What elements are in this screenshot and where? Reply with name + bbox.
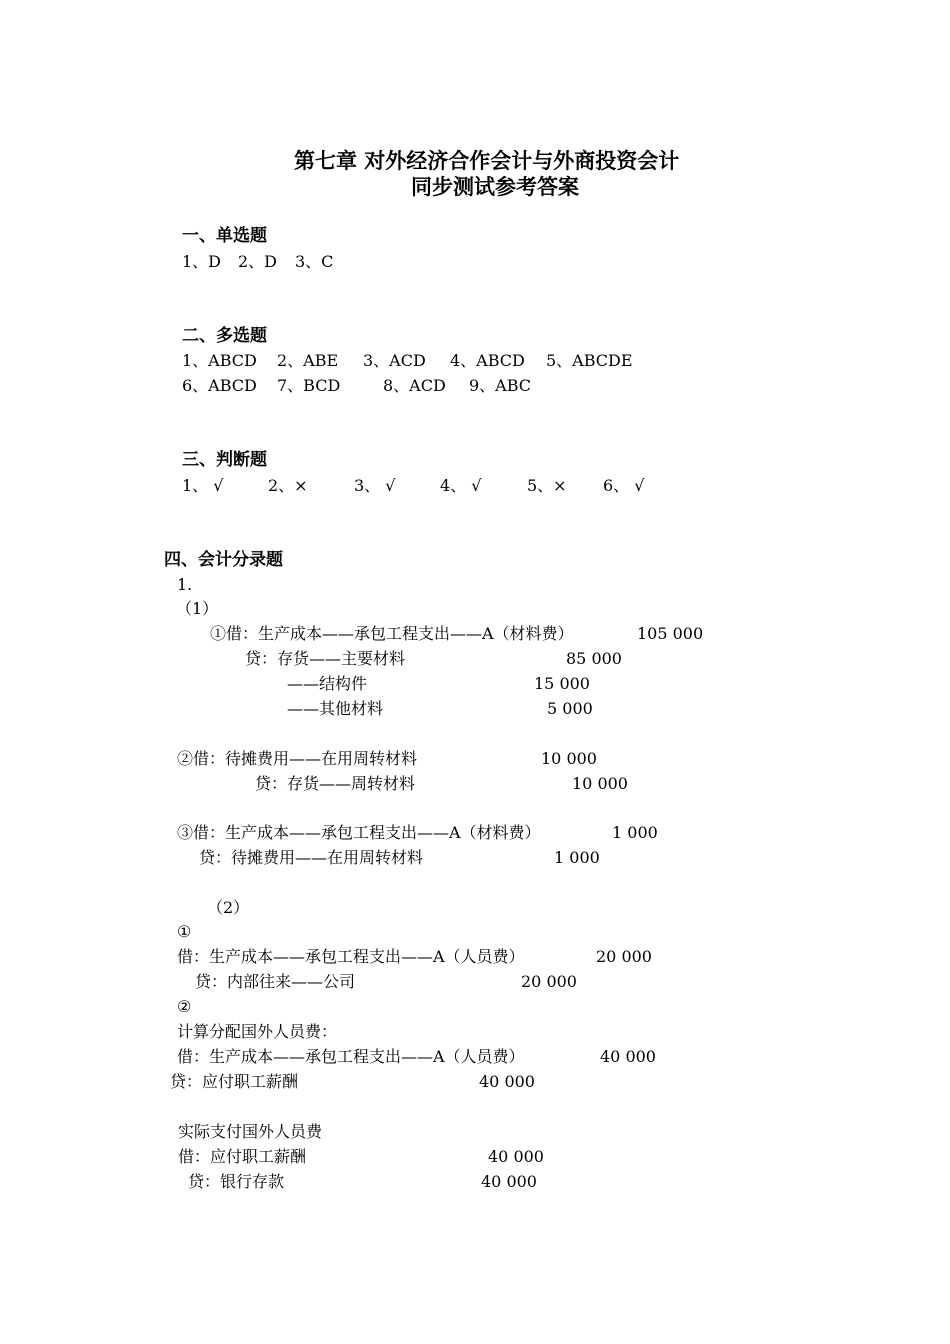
entry-amount: 1 000 — [554, 848, 600, 867]
answer-item: 1、 √ — [182, 476, 224, 495]
entry-debit-line: 借：生产成本——承包工程支出——A（人员费） — [177, 947, 525, 966]
entry-marker: ② — [177, 997, 192, 1016]
entry-credit-line: 贷：待摊费用——在用周转材料 — [199, 848, 424, 867]
payment-label: 实际支付国外人员费 — [178, 1122, 323, 1141]
entry-credit-line: 贷：应付职工薪酬 — [170, 1072, 299, 1091]
section-heading-journal-entries: 四、会计分录题 — [164, 550, 283, 570]
answer-item: 7、BCD — [277, 376, 341, 395]
calc-label: 计算分配国外人员费： — [177, 1022, 338, 1041]
entry-amount: 5 000 — [547, 699, 593, 718]
section-heading-true-false: 三、判断题 — [182, 450, 267, 470]
answer-item: 4、 √ — [440, 476, 482, 495]
entry-debit-line: 借：生产成本——承包工程支出——A（人员费） — [177, 1047, 525, 1066]
question-number: 1. — [177, 575, 193, 594]
answer-item: 5、ABCDE — [546, 351, 633, 370]
entry-credit-line: 贷：内部往来——公司 — [195, 972, 356, 991]
answer-item: 1、ABCD — [182, 351, 257, 370]
answer-item: 2、× — [268, 476, 308, 495]
answer-item: 3、 √ — [354, 476, 396, 495]
answer-item: 3、ACD — [363, 351, 426, 370]
entry-amount: 15 000 — [534, 674, 590, 693]
entry-amount: 105 000 — [637, 624, 704, 643]
entry-sub-line: ——结构件 — [287, 674, 368, 693]
section-heading-multiple-choice: 二、多选题 — [182, 326, 267, 346]
entry-amount: 85 000 — [566, 649, 622, 668]
entry-credit-line: 贷：存货——主要材料 — [245, 649, 406, 668]
entry-sub-line: ——其他材料 — [287, 699, 384, 718]
answer-item: 6、ABCD — [182, 376, 257, 395]
entry-credit-line: 贷：银行存款 — [188, 1172, 285, 1191]
section-heading-single-choice: 一、单选题 — [182, 226, 267, 246]
page-title-line2: 同步测试参考答案 — [411, 174, 579, 199]
entry-amount: 20 000 — [596, 947, 652, 966]
entry-amount: 1 000 — [612, 823, 658, 842]
answer-item: 2、ABE — [277, 351, 339, 370]
entry-debit-line: 借：应付职工薪酬 — [178, 1147, 307, 1166]
part-label: （1） — [176, 599, 219, 618]
entry-amount: 10 000 — [541, 749, 597, 768]
entry-debit-line: ②借：待摊费用——在用周转材料 — [177, 749, 418, 768]
entry-amount: 40 000 — [600, 1047, 656, 1066]
entry-amount: 40 000 — [479, 1072, 535, 1091]
entry-marker: ① — [177, 922, 192, 941]
entry-amount: 40 000 — [488, 1147, 544, 1166]
answer-item: 3、C — [295, 252, 334, 271]
answer-item: 5、× — [527, 476, 567, 495]
entry-debit-line: ③借：生产成本——承包工程支出——A（材料费） — [177, 823, 541, 842]
entry-debit-line: ①借：生产成本——承包工程支出——A（材料费） — [210, 624, 574, 643]
answer-item: 6、 √ — [603, 476, 645, 495]
answer-item: 4、ABCD — [450, 351, 525, 370]
answer-item: 2、D — [238, 252, 278, 271]
answer-item: 9、ABC — [469, 376, 532, 395]
entry-credit-line: 贷：存货——周转材料 — [255, 774, 416, 793]
entry-amount: 10 000 — [572, 774, 628, 793]
entry-amount: 40 000 — [481, 1172, 537, 1191]
part-label: （2） — [207, 898, 250, 917]
answer-item: 1、D — [182, 252, 222, 271]
entry-amount: 20 000 — [521, 972, 577, 991]
answer-item: 8、ACD — [383, 376, 446, 395]
page-title-line1: 第七章 对外经济合作会计与外商投资会计 — [294, 148, 680, 173]
